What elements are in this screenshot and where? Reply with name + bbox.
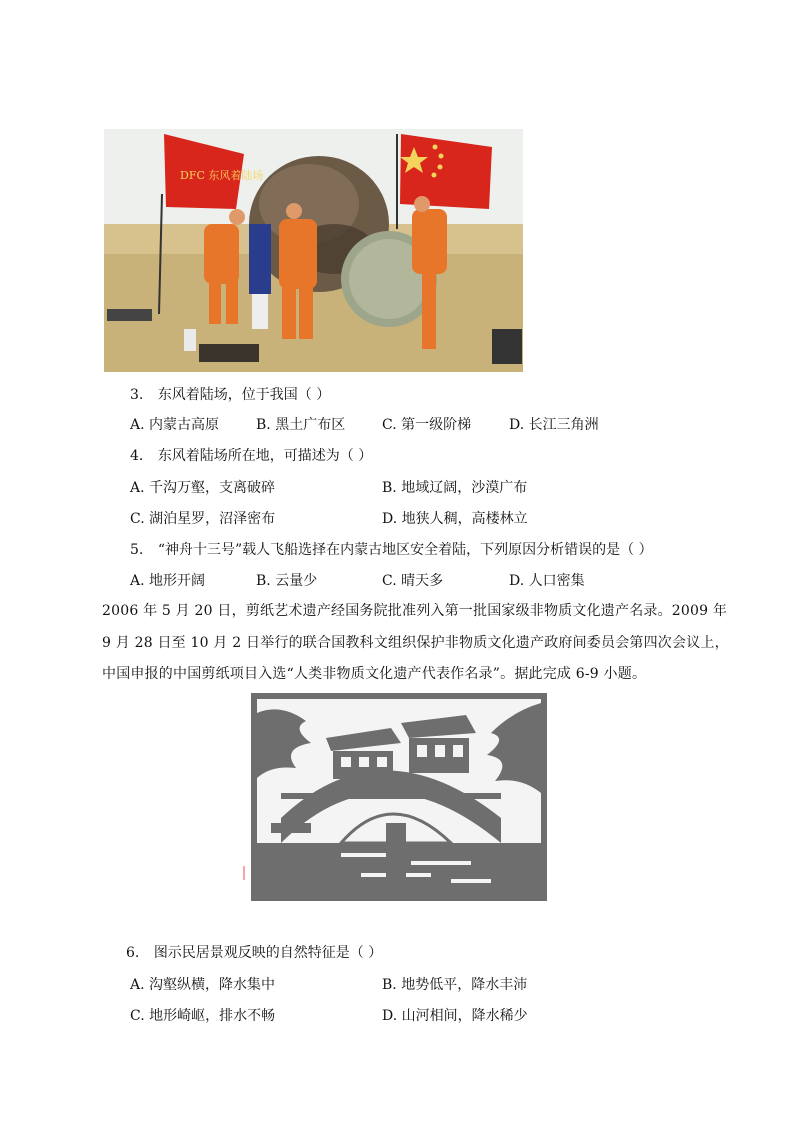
- passage-line-2: 9 月 28 日至 10 月 2 日举行的联合国教科文组织保护非物质文化遗产政府间委员会第四次会议上，: [102, 635, 729, 651]
- question-5: [130, 540, 653, 560]
- passage-line-1: 2006 年 5 月 20 日，剪纸艺术遗产经国务院批准列入第一批国家级非物质文化遗产名录。2009 年: [102, 603, 728, 619]
- question-6-number: 6.: [126, 945, 140, 961]
- question-5-text: “神舟十三号”载人飞船选择在内蒙古地区安全着陆，下列原因分析错误的是（ ）: [157, 542, 653, 558]
- flag-text: DFC 东风着陆场: [180, 169, 264, 182]
- q4-option-b: B. 地域辽阔，沙漠广布: [382, 480, 528, 496]
- q3-option-a: A. 内蒙古高原: [130, 417, 220, 433]
- q4-option-c: C. 湖泊星罗，沼泽密布: [130, 511, 276, 527]
- q4-option-d: D. 地狭人稠，高楼林立: [382, 511, 528, 527]
- q6-option-c: C. 地形崎岖，排水不畅: [130, 1008, 276, 1024]
- q4-option-a: A. 千沟万壑，支离破碎: [130, 480, 276, 496]
- q6-option-b: B. 地势低平，降水丰沛: [382, 977, 528, 993]
- q5-option-c: C. 晴天多: [382, 573, 444, 589]
- question-4: [130, 446, 372, 466]
- landing-photo: [104, 129, 523, 372]
- q6-option-d: D. 山河相间，降水稀少: [382, 1008, 528, 1024]
- question-3-number: 3.: [130, 387, 144, 403]
- q3-option-d: D. 长江三角洲: [509, 417, 599, 433]
- q5-option-a: A. 地形开阔: [130, 573, 206, 589]
- question-6-text: 图示民居景观反映的自然特征是（ ）: [153, 945, 383, 961]
- question-5-number: 5.: [130, 542, 144, 558]
- q6-option-a: A. 沟壑纵横，降水集中: [130, 977, 276, 993]
- question-3: [130, 385, 330, 405]
- passage-line-3: 中国申报的中国剪纸项目入选“人类非物质文化遗产代表作名录”。据此完成 6-9 小题。: [102, 666, 647, 682]
- question-4-number: 4.: [130, 448, 144, 464]
- margin-mark: [243, 866, 245, 880]
- q5-option-d: D. 人口密集: [509, 573, 585, 589]
- papercut-image: [251, 693, 547, 901]
- q3-option-c: C. 第一级阶梯: [382, 417, 472, 433]
- q3-option-b: B. 黑土广布区: [256, 417, 346, 433]
- question-4-text: 东风着陆场所在地，可描述为（ ）: [157, 448, 373, 464]
- question-3-text: 东风着陆场，位于我国（ ）: [157, 387, 331, 403]
- q5-option-b: B. 云量少: [256, 573, 318, 589]
- question-6: [126, 943, 382, 963]
